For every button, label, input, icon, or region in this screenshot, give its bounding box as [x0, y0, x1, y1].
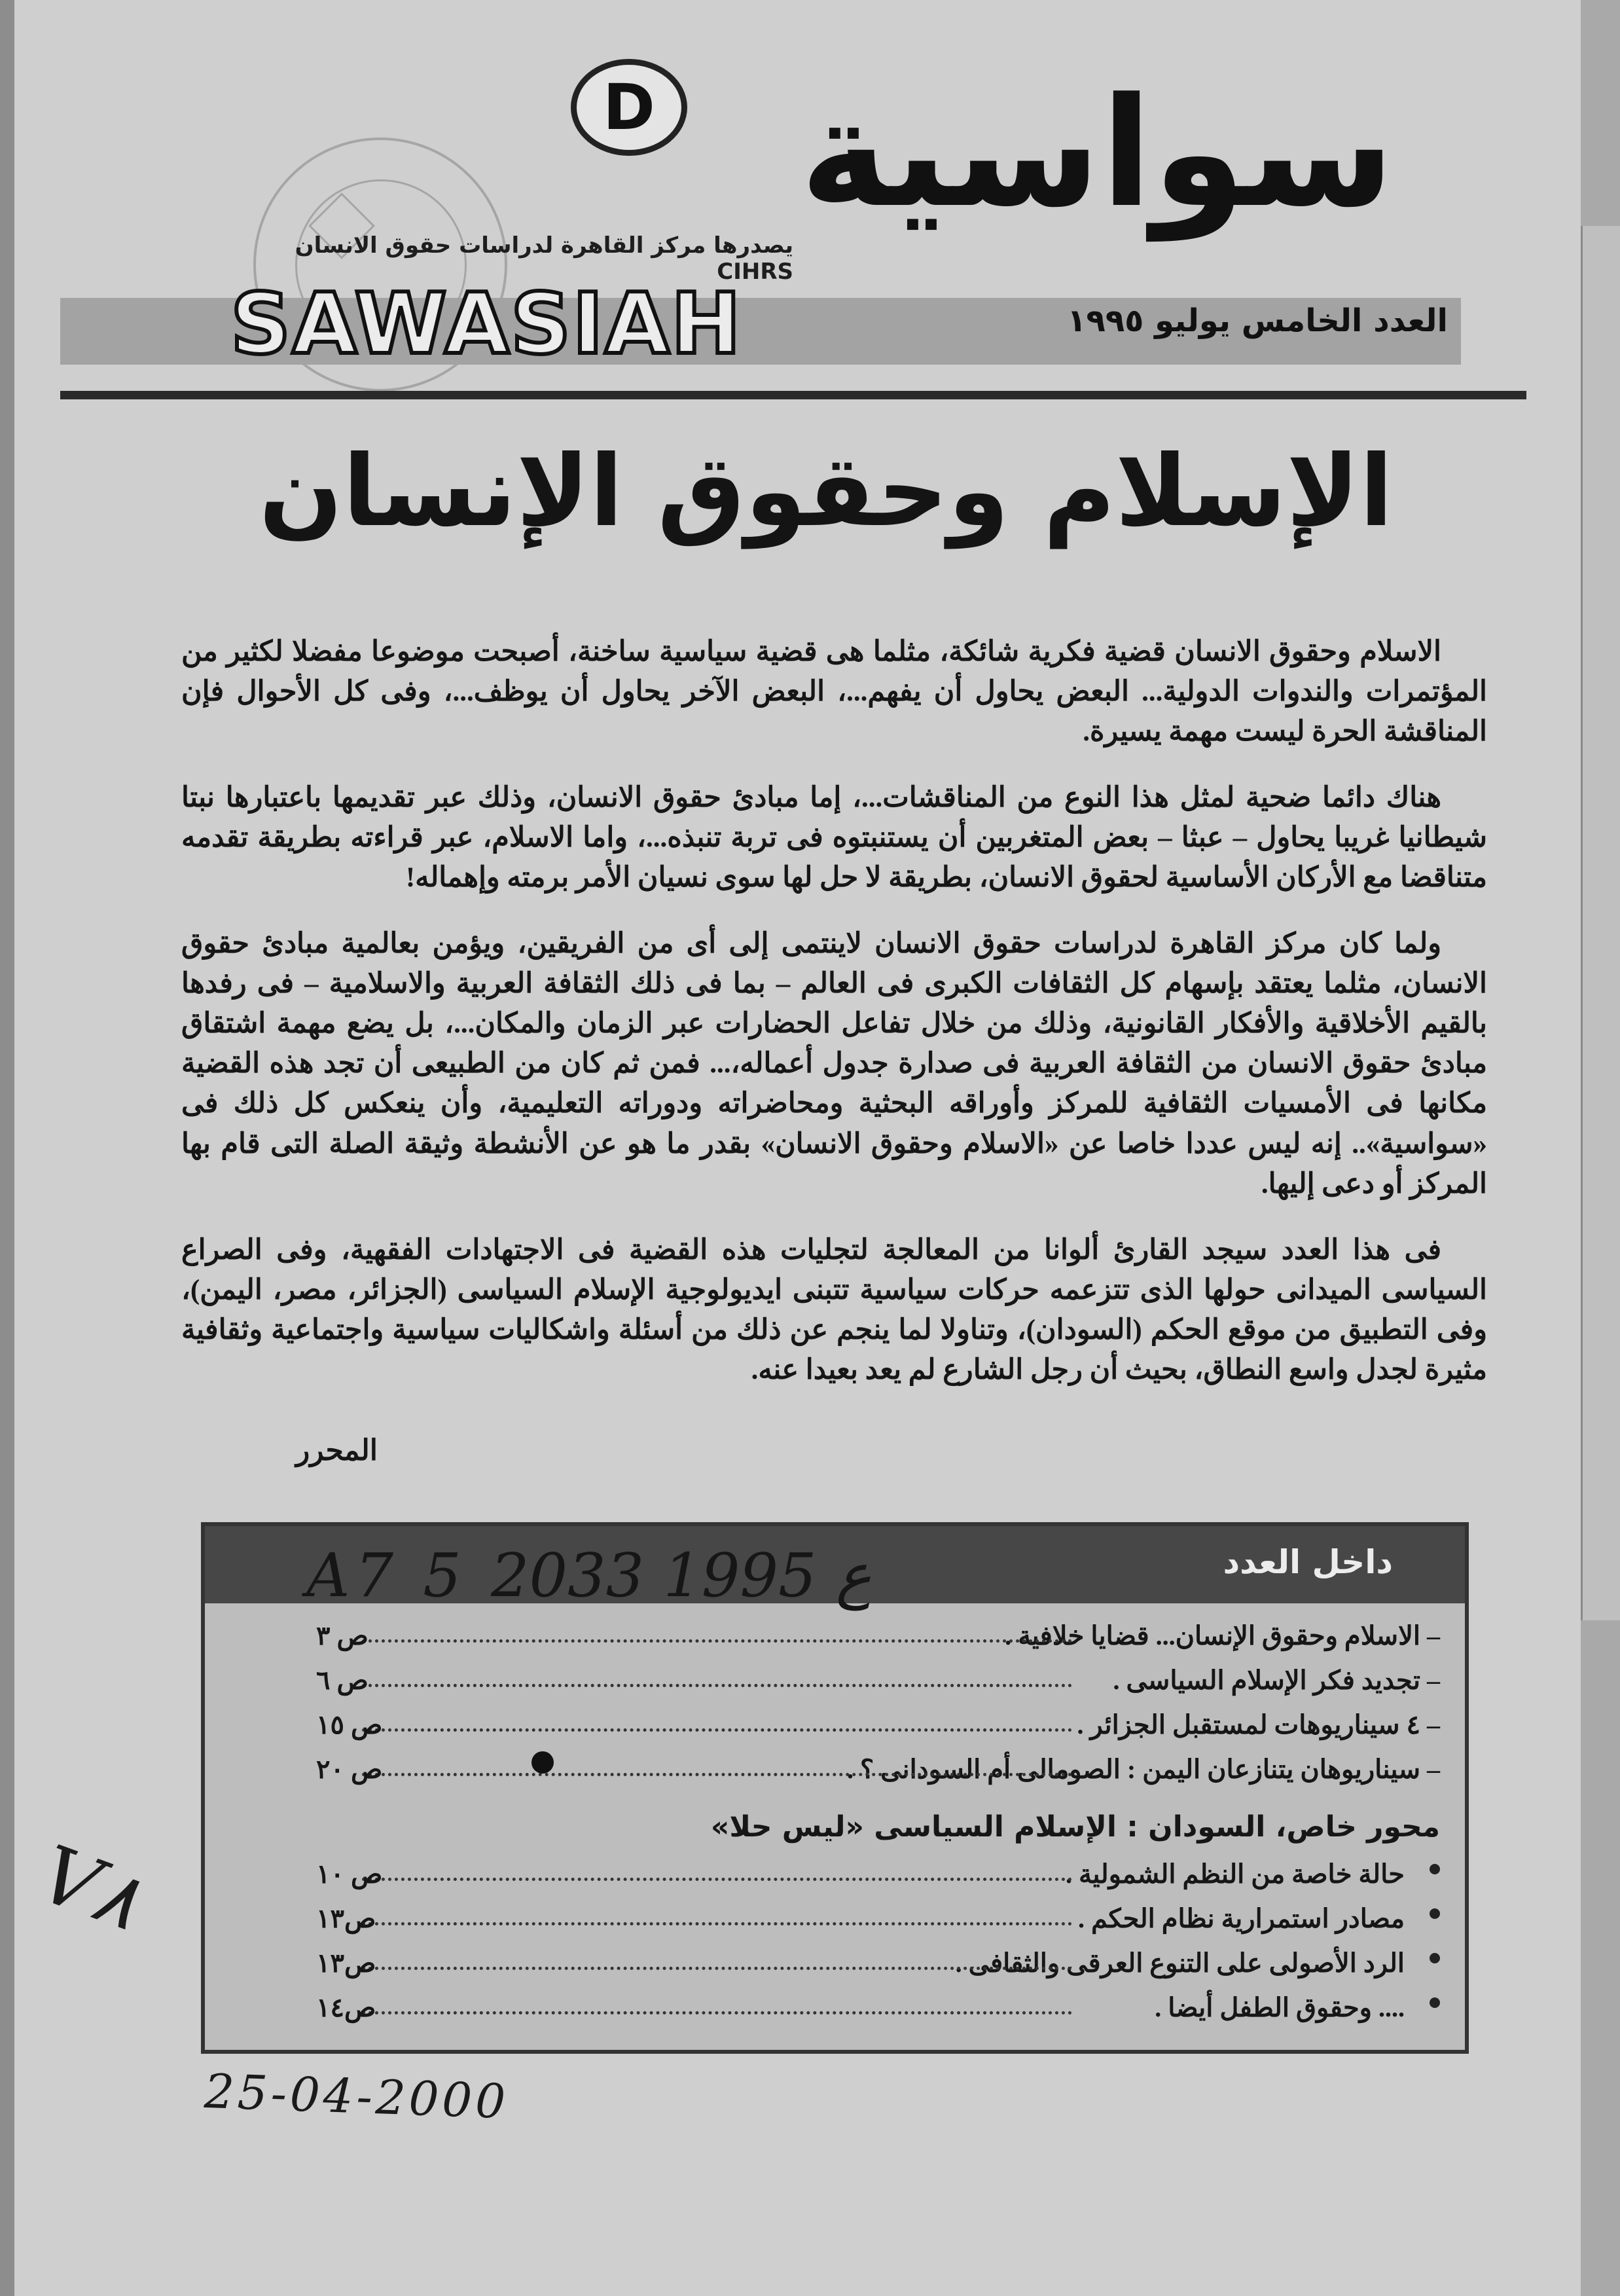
article-paragraph: فى هذا العدد سيجد القارئ ألوانا من المعالجة لتجليات هذه القضية فى الاجتهادات الفقهية، وفى الصراع السياسى الميدانى حولها الذى تتزعمه حركات سياسية تتبنى ايديولوجية الإسلام السياسى (الجزائر، مصر، اليمن)، وفى التطبيق من موقع الحكم (السودان)، وتناولا لما ينجم عن ذلك من أسئلة واشكاليات سياسية واجتماعية وثقافية مثيرة لجدل واسع النطاق، بحيث أن رجل الشارع لم يعد بعيدا عنه. [181, 1234, 1487, 1385]
contents-item-page: ص١٣ [316, 1948, 376, 1978]
dot-leader [362, 1922, 1072, 1925]
contents-item-page: ص ٣ [316, 1621, 369, 1650]
contents-subitem [205, 1945, 1465, 1984]
contents-item-page: ص ٢٠ [316, 1755, 383, 1784]
contents-item-page: ص ١٠ [316, 1859, 383, 1889]
dot-leader [362, 2011, 1072, 2014]
bullet-icon [1430, 1908, 1440, 1919]
contents-item [205, 1618, 1465, 1657]
bullet-icon [1430, 1864, 1440, 1874]
ink-blot [531, 1751, 554, 1774]
masthead-arabic-logo: سواسية [800, 66, 1395, 241]
side-tab [1581, 226, 1620, 1620]
article-title: الإسلام وحقوق الإنسان [259, 435, 1394, 549]
contents-item-title: – ٤ سيناريوهات لمستقبل الجزائر . [1077, 1710, 1440, 1740]
contents-subitem [205, 1990, 1465, 2029]
masthead-rule [60, 391, 1526, 399]
contents-item [205, 1751, 1465, 1791]
dot-leader [362, 1684, 1072, 1687]
contents-item-title: .... وحقوق الطفل أيضا . [1155, 1993, 1405, 2022]
handwritten-catalog-code: A7 5 ع 1995 2033 [306, 1540, 872, 1611]
article-paragraph: هناك دائما ضحية لمثل هذا النوع من المناقشات...، إما مبادئ حقوق الانسان، وذلك عبر تقديمها باعتبارها نبتا شيطانيا غريبا يحاول – عبثا – بعض المتغربين أن يستنبتوه فى تربة تنبذه...، واما الاسلام، عبر قراءته بطريقة تقدمه متناقضا مع الأركان الأساسية لحقوق الانسان، بطريقة لا حل لها سوى نسيان الأمر برمته وإهماله! [181, 782, 1487, 894]
binding-spine [0, 0, 14, 2296]
dot-leader [362, 1639, 1072, 1643]
contents-heading: داخل العدد [1223, 1543, 1393, 1581]
contents-item-title: الرد الأصولى على التنوع العرقى والثقافى . [955, 1948, 1405, 1978]
article-body [181, 632, 1487, 1416]
dot-leader [362, 1773, 1072, 1776]
contents-item-title: – الاسلام وحقوق الإنسان... قضايا خلافية . [1005, 1621, 1440, 1650]
document-page [14, 0, 1581, 2296]
contents-item-page: ص ١٥ [316, 1710, 383, 1740]
dot-leader [362, 1728, 1072, 1732]
masthead-latin-logo: SAWASIAH [230, 276, 742, 373]
special-section-title: محور خاص، السودان : الإسلام السياسى «ليس حلا» [710, 1810, 1440, 1844]
article-paragraph: الاسلام وحقوق الانسان قضية فكرية شائكة، مثلما هى قضية سياسية ساخنة، أصبحت موضوعا مفضلا لكثير من المؤتمرات والندوات الدولية... البعض يحاول أن يفهم...، البعض الآخر يحاول أن يوظف...، وفى كل الأحوال فإن المناقشة الحرة ليست مهمة يسيرة. [181, 636, 1487, 748]
editor-signature: المحرر [296, 1434, 378, 1467]
publisher-line: يصدرها مركز القاهرة لدراسات حقوق الانسان CIHRS [295, 232, 793, 285]
contents-item [205, 1707, 1465, 1746]
circle-d-badge: D [571, 59, 687, 156]
contents-item-title: – سيناريوهان يتنازعان اليمن : الصومالى أم السودانى ؟ . [846, 1755, 1440, 1784]
bullet-icon [1430, 1953, 1440, 1963]
contents-subitem [205, 1856, 1465, 1895]
contents-item-page: ص١٣ [316, 1904, 376, 1933]
contents-item-title: مصادر استمرارية نظام الحكم . [1077, 1904, 1405, 1933]
contents-item-page: ص١٤ [316, 1993, 376, 2022]
contents-header [205, 1526, 1465, 1611]
special-section-heading [205, 1810, 1465, 1856]
contents-item-title: – تجديد فكر الإسلام السياسى . [1113, 1666, 1440, 1695]
contents-subitem [205, 1901, 1465, 1940]
issue-line: العدد الخامس يوليو ١٩٩٥ [1067, 302, 1448, 339]
dot-leader [362, 1967, 1072, 1970]
contents-list [205, 1618, 1465, 2034]
contents-box [201, 1522, 1469, 2054]
contents-item-page: ص ٦ [316, 1666, 369, 1695]
handwritten-margin-note: V٨ [27, 1829, 153, 1948]
handwritten-date: 25-04-2000 [203, 2063, 510, 2130]
bullet-icon [1430, 1997, 1440, 2008]
dot-leader [362, 1878, 1072, 1881]
contents-item-title: حالة خاصة من النظم الشمولية . [1065, 1859, 1405, 1889]
article-paragraph: ولما كان مركز القاهرة لدراسات حقوق الانسان لاينتمى إلى أى من الفريقين، ويؤمن بعالمية مبادئ حقوق الانسان، مثلما يعتقد بإسهام كل الثقافات الكبرى فى العالم – بما فى ذلك الثقافة العربية والاسلامية – فى رفدها بالقيم الأخلاقية والأفكار القانونية، وذلك من خلال تفاعل الحضارات عبر الزمان والمكان...، بل يضع مهمة اشتقاق مبادئ حقوق الانسان من الثقافة العربية فى صدارة جدول أعماله،... فمن ثم كان من الطبيعى أن تجد هذه القضية مكانها فى الأمسيات الثقافية للمركز وأوراقه البحثية ومحاضراته ودوراته التعليمية، وأن ينعكس كل ذلك فى «سواسية».. إنه ليس عددا خاصا عن «الاسلام وحقوق الانسان» بقدر ما هو عن الأنشطة وثيقة الصلة التى قام بها المركز أو دعى إليها. [181, 928, 1487, 1199]
contents-item [205, 1662, 1465, 1702]
